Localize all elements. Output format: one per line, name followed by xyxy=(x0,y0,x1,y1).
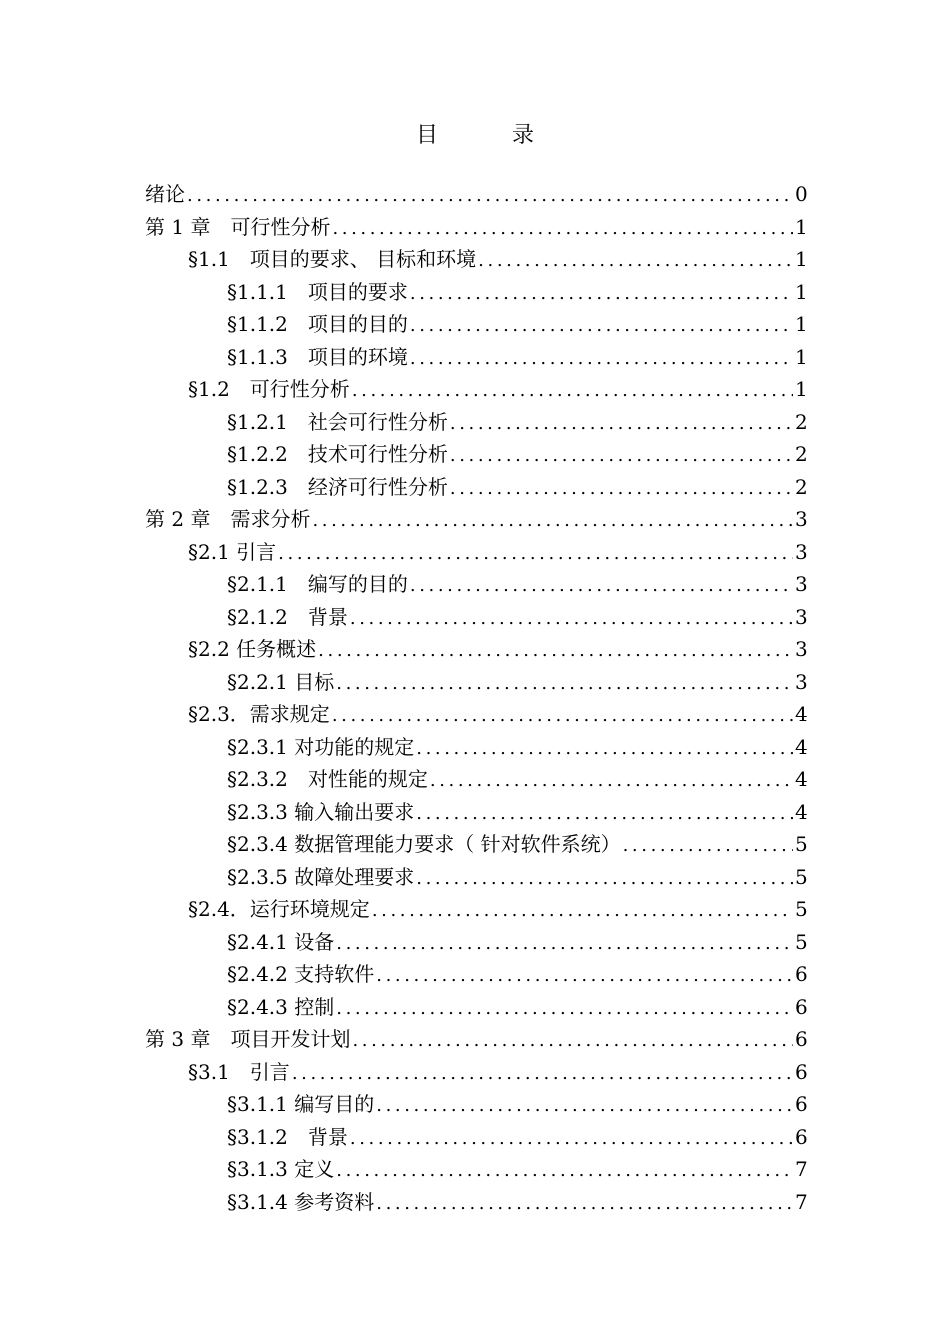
toc-entry[interactable] xyxy=(145,991,807,1024)
toc-entry-text: §2.3.2 对性能的规定 xyxy=(227,767,428,791)
toc-dot-leader xyxy=(410,278,793,311)
toc-entry-text: 第 3 章 项目开发计划 xyxy=(145,1027,351,1051)
toc-entry-text: §2.3.5 故障处理要求 xyxy=(227,864,415,889)
toc-entry-text: §2.1.2 背景 xyxy=(227,604,348,629)
toc-entry-text: §2.4.1 设备 xyxy=(227,929,335,954)
toc-dot-leader xyxy=(372,895,793,928)
toc-entry-page-number: 1 xyxy=(795,247,808,271)
toc-entry[interactable] xyxy=(145,276,807,309)
toc-entry[interactable] xyxy=(145,861,807,894)
toc-dot-leader xyxy=(450,473,793,506)
toc-dot-leader xyxy=(292,1058,793,1091)
toc-entry[interactable] xyxy=(145,731,807,764)
toc-dot-leader xyxy=(278,538,793,571)
toc-dot-leader xyxy=(336,928,793,961)
toc-dot-leader xyxy=(350,1123,793,1156)
toc-entry-page-number: 2 xyxy=(795,409,808,434)
toc-entry-text: §2.4.3 控制 xyxy=(227,994,335,1019)
toc-entry-text: §2.1 引言 xyxy=(188,539,277,564)
toc-dot-leader xyxy=(416,863,793,896)
toc-entry[interactable] xyxy=(145,1056,807,1089)
toc-entry[interactable] xyxy=(145,178,807,211)
toc-entry-text: §2.1.1 编写的目的 xyxy=(227,572,408,596)
toc-dot-leader xyxy=(376,1090,793,1123)
toc-dot-leader xyxy=(336,668,793,701)
toc-entry-page-number: 0 xyxy=(795,182,808,206)
toc-entry-text: §2.3．需求规定 xyxy=(188,702,330,726)
toc-entry-page-number: 5 xyxy=(795,832,808,856)
toc-entry[interactable] xyxy=(145,698,807,731)
toc-entry-text: §3.1 引言 xyxy=(188,1059,290,1084)
toc-dot-leader xyxy=(187,180,793,213)
toc-entry-text: §2.4．运行环境规定 xyxy=(188,897,370,921)
toc-dot-leader xyxy=(410,570,793,603)
toc-dot-leader xyxy=(450,408,793,441)
toc-entry-page-number: 5 xyxy=(795,929,808,954)
toc-entry[interactable] xyxy=(145,958,807,991)
toc-dot-leader xyxy=(376,1188,793,1221)
toc-entry-page-number: 3 xyxy=(795,637,808,661)
toc-entry-text: §1.1.2 项目的目的 xyxy=(227,312,408,336)
toc-dot-leader xyxy=(410,343,793,376)
toc-entry-text: §1.1 项目的要求、 目标和环境 xyxy=(188,247,477,271)
toc-entry[interactable] xyxy=(145,763,807,796)
toc-entry-text: §3.1.2 背景 xyxy=(227,1124,348,1149)
toc-entry[interactable] xyxy=(145,211,807,244)
toc-entry-page-number: 3 xyxy=(795,572,808,596)
toc-entry-text: §2.2 任务概述 xyxy=(188,637,317,661)
toc-entry[interactable] xyxy=(145,926,807,959)
toc-entry[interactable] xyxy=(145,828,807,861)
toc-dot-leader xyxy=(478,245,793,278)
toc-dot-leader xyxy=(450,440,793,473)
toc-entry[interactable] xyxy=(145,893,807,926)
toc-entry[interactable] xyxy=(145,601,807,634)
toc-entry[interactable] xyxy=(145,1186,807,1219)
toc-entry-text: §3.1.4 参考资料 xyxy=(227,1189,375,1214)
toc-dot-leader xyxy=(430,765,793,798)
toc-dot-leader xyxy=(410,310,793,343)
toc-entry-page-number: 2 xyxy=(795,474,808,499)
toc-entry-text: 第 1 章 可行性分析 xyxy=(145,214,331,239)
toc-entry-page-number: 6 xyxy=(795,994,808,1019)
toc-entry[interactable] xyxy=(145,341,807,374)
toc-entry-page-number: 3 xyxy=(795,507,808,531)
toc-dot-leader xyxy=(336,1155,793,1188)
toc-entry-page-number: 3 xyxy=(795,539,808,564)
toc-entry-page-number: 6 xyxy=(795,962,808,986)
toc-dot-leader xyxy=(416,798,793,831)
toc-entry-text: §3.1.3 定义 xyxy=(227,1157,335,1181)
toc-entry-page-number: 5 xyxy=(795,864,808,889)
toc-entry[interactable] xyxy=(145,308,807,341)
toc-entry[interactable] xyxy=(145,1153,807,1186)
toc-entry-page-number: 5 xyxy=(795,897,808,921)
toc-dot-leader xyxy=(352,375,793,408)
toc-dot-leader xyxy=(416,733,793,766)
toc-entry[interactable] xyxy=(145,406,807,439)
toc-entry-text: §1.2 可行性分析 xyxy=(188,377,350,401)
toc-entry[interactable] xyxy=(145,796,807,829)
toc-entry-page-number: 1 xyxy=(795,344,808,369)
toc-entry-text: §1.2.1 社会可行性分析 xyxy=(227,409,448,434)
toc-entry-page-number: 7 xyxy=(795,1189,808,1214)
toc-entry-page-number: 6 xyxy=(795,1124,808,1149)
toc-entry-text: §2.2.1 目标 xyxy=(227,669,335,694)
toc-entry-text: 绪论 xyxy=(145,182,185,206)
toc-entry-text: §2.3.3 输入输出要求 xyxy=(227,799,415,824)
toc-entry[interactable] xyxy=(145,666,807,699)
toc-entry-page-number: 6 xyxy=(795,1092,808,1116)
toc-dot-leader xyxy=(352,1025,793,1058)
toc-entry-page-number: 1 xyxy=(795,214,808,239)
toc-entry-text: §2.3.1 对功能的规定 xyxy=(227,734,415,759)
toc-title: 目 录 xyxy=(415,123,560,148)
toc-entry-text: §2.4.2 支持软件 xyxy=(227,962,375,986)
toc-entry[interactable] xyxy=(145,373,807,406)
toc-entry-text: 第 2 章 需求分析 xyxy=(145,507,311,531)
toc-entry[interactable] xyxy=(145,536,807,569)
toc-entry-text: §1.2.3 经济可行性分析 xyxy=(227,474,448,499)
toc-entry[interactable] xyxy=(145,471,807,504)
toc-entry-text: §2.3.4 数据管理能力要求（ 针对软件系统） xyxy=(227,832,621,856)
toc-entry[interactable] xyxy=(145,1121,807,1154)
toc-entry-page-number: 1 xyxy=(795,312,808,336)
toc-dot-leader xyxy=(332,213,793,246)
toc-dot-leader xyxy=(332,700,793,733)
toc-entry[interactable] xyxy=(145,568,807,601)
toc-entry-page-number: 6 xyxy=(795,1027,808,1051)
toc-entry-page-number: 1 xyxy=(795,377,808,401)
toc-entry-text: §1.1.3 项目的环境 xyxy=(227,344,408,369)
toc-entry[interactable] xyxy=(145,243,807,276)
toc-dot-leader xyxy=(318,635,793,668)
toc-entry-page-number: 3 xyxy=(795,604,808,629)
toc-entry-page-number: 6 xyxy=(795,1059,808,1084)
toc-entry[interactable] xyxy=(145,1023,807,1056)
toc-entry-page-number: 4 xyxy=(795,799,808,824)
toc-entry-text: §1.1.1 项目的要求 xyxy=(227,279,408,304)
toc-entry-text: §3.1.1 编写目的 xyxy=(227,1092,375,1116)
toc-entry-page-number: 7 xyxy=(795,1157,808,1181)
toc-entry-page-number: 4 xyxy=(795,702,808,726)
toc-dot-leader xyxy=(623,830,793,863)
toc-entry[interactable] xyxy=(145,1088,807,1121)
toc-entry[interactable] xyxy=(145,503,807,536)
toc-entry-page-number: 4 xyxy=(795,767,808,791)
toc-dot-leader xyxy=(336,993,793,1026)
toc-list xyxy=(145,178,807,1218)
toc-entry-text: §1.2.2 技术可行性分析 xyxy=(227,442,448,466)
toc-entry[interactable] xyxy=(145,438,807,471)
toc-entry-page-number: 3 xyxy=(795,669,808,694)
toc-dot-leader xyxy=(376,960,793,993)
toc-entry-page-number: 1 xyxy=(795,279,808,304)
toc-entry-page-number: 2 xyxy=(795,442,808,466)
toc-dot-leader xyxy=(350,603,793,636)
toc-entry[interactable] xyxy=(145,633,807,666)
toc-entry-page-number: 4 xyxy=(795,734,808,759)
toc-dot-leader xyxy=(312,505,793,538)
